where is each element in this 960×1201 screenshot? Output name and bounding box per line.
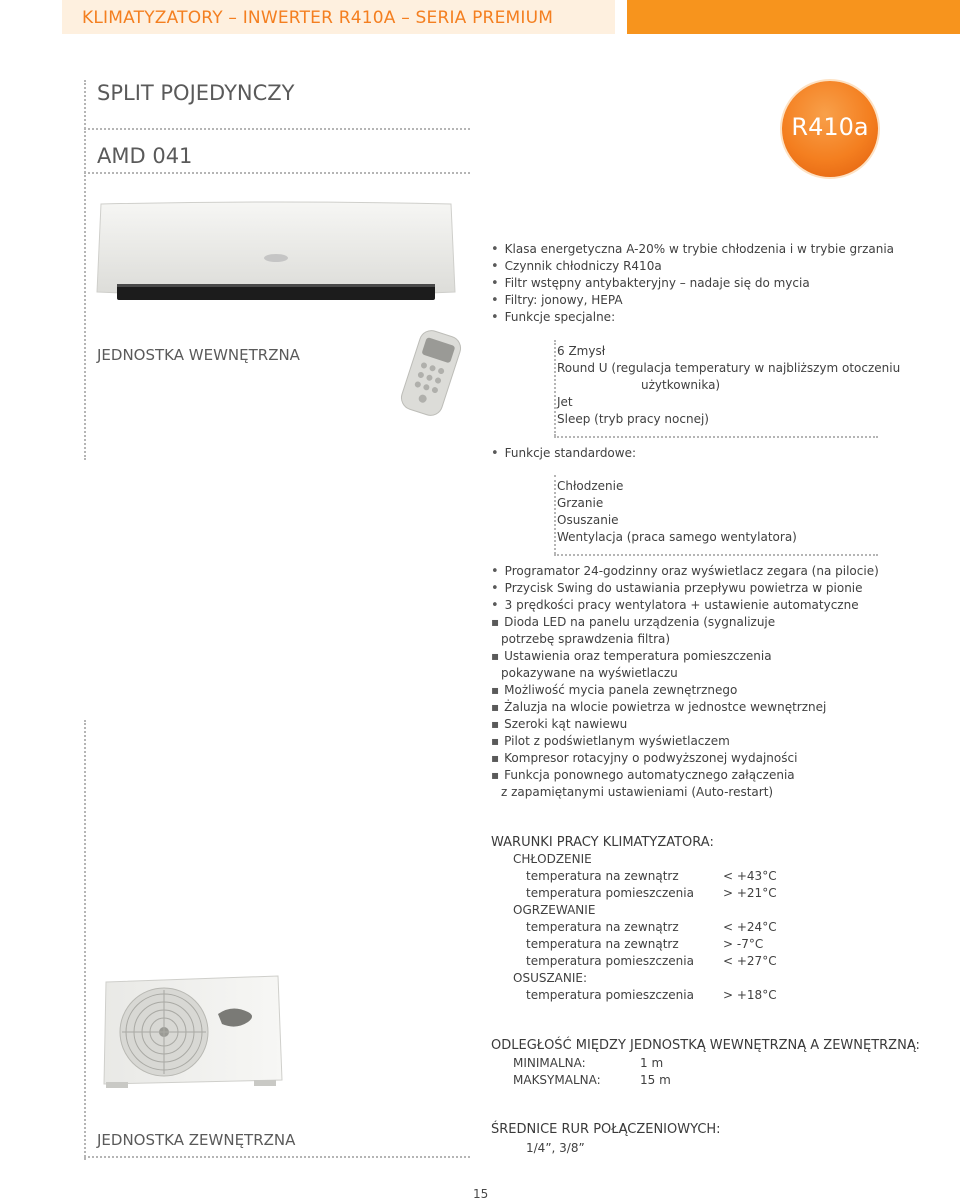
standard-item: Chłodzenie — [557, 479, 624, 493]
pipes-title: ŚREDNICE RUR POŁĄCZENIOWYCH: — [491, 1122, 721, 1137]
condition-label: temperatura pomieszczenia — [526, 886, 694, 900]
feature-item: ▪ Ustawienia oraz temperatura pomieszczenia — [491, 648, 879, 665]
condition-label: temperatura na zewnątrz — [526, 937, 679, 951]
feature-item: z zapamiętanymi ustawieniami (Auto-restart) — [501, 785, 774, 799]
condition-value: < +43°C — [723, 869, 777, 883]
condition-label: temperatura na zewnątrz — [526, 920, 679, 934]
special-item: 6 Zmysł — [557, 344, 606, 358]
standard-functions-label-row — [491, 445, 636, 462]
badge-text: R410a — [791, 113, 869, 141]
distance-max-value: 15 m — [640, 1073, 671, 1087]
special-item: Sleep (tryb pracy nocnej) — [557, 412, 709, 426]
feature-item: potrzebę sprawdzenia filtra) — [501, 632, 671, 646]
special-item: Jet — [557, 395, 573, 409]
special-box-border — [554, 340, 556, 436]
special-box-bottom — [554, 436, 878, 438]
feature-item: ▪ Szeroki kąt nawiewu — [491, 716, 879, 733]
header-title: KLIMATYZATORY – INWERTER R410A – SERIA PREMIUM — [82, 8, 554, 28]
features-top-list — [491, 241, 894, 326]
feature-item: • Funkcje specjalne: — [491, 309, 894, 326]
standard-functions-list — [557, 478, 797, 546]
feature-item: ▪ Kompresor rotacyjny o podwyższonej wydajności — [491, 750, 879, 767]
standard-functions-label: • Funkcje standardowe: — [491, 445, 636, 462]
feature-item: ▪ Dioda LED na panelu urządzenia (sygnalizuje — [491, 614, 879, 631]
condition-label: temperatura pomieszczenia — [526, 954, 694, 968]
heating-label: OGRZEWANIE — [513, 903, 596, 917]
feature-item: • Filtr wstępny antybakteryjny – nadaje się do mycia — [491, 275, 894, 292]
divider-left-bottom — [84, 720, 86, 1160]
standard-item: Osuszanie — [557, 513, 619, 527]
divider-title — [84, 128, 470, 130]
distance-title: ODLEGŁOŚĆ MIĘDZY JEDNOSTKĄ WEWNĘTRZNĄ A ZEWNĘTRZNĄ: — [491, 1038, 920, 1053]
feature-item: ▪ Możliwość mycia panela zewnętrznego — [491, 682, 879, 699]
refrigerant-badge — [782, 81, 878, 177]
conditions-title: WARUNKI PRACY KLIMATYZATORA: — [491, 835, 714, 850]
standard-box-border — [554, 475, 556, 554]
outdoor-unit-image — [98, 972, 286, 1090]
header-accent-bar — [627, 0, 960, 34]
remote-control-image — [396, 330, 466, 416]
indoor-unit-label: JEDNOSTKA WEWNĘTRZNA — [97, 346, 300, 364]
divider-model — [84, 172, 470, 174]
standard-item: Grzanie — [557, 496, 604, 510]
feature-item: ▪ Pilot z podświetlanym wyświetlaczem — [491, 733, 879, 750]
header-bar — [62, 0, 615, 34]
special-item: użytkownika) — [641, 378, 721, 392]
cooling-label: CHŁODZENIE — [513, 852, 592, 866]
outdoor-unit-label: JEDNOSTKA ZEWNĘTRZNA — [97, 1131, 296, 1149]
distance-min-label: MINIMALNA: — [513, 1056, 586, 1070]
condition-value: < +24°C — [723, 920, 777, 934]
distance-max-label: MAKSYMALNA: — [513, 1073, 601, 1087]
feature-item: ▪ Funkcja ponownego automatycznego załączenia — [491, 767, 879, 784]
features-bottom-list — [491, 563, 879, 801]
feature-item: pokazywane na wyświetlaczu — [501, 666, 678, 680]
feature-item: • 3 prędkości pracy wentylatora + ustawienie automatyczne — [491, 597, 879, 614]
special-item: Round U (regulacja temperatury w najbliższym otoczeniu — [557, 361, 901, 375]
model-title: AMD 041 — [97, 144, 193, 168]
feature-item: • Przycisk Swing do ustawiania przepływu powietrza w pionie — [491, 580, 879, 597]
condition-label: temperatura na zewnątrz — [526, 869, 679, 883]
feature-item: • Klasa energetyczna A-20% w trybie chłodzenia i w trybie grzania — [491, 241, 894, 258]
condition-value: > -7°C — [723, 937, 764, 951]
condition-value: > +18°C — [723, 988, 777, 1002]
feature-item: • Czynnik chłodniczy R410a — [491, 258, 894, 275]
distance-min-value: 1 m — [640, 1056, 664, 1070]
section-title: SPLIT POJEDYNCZY — [97, 81, 295, 105]
condition-value: < +27°C — [723, 954, 777, 968]
standard-item: Wentylacja (praca samego wentylatora) — [557, 530, 797, 544]
special-functions-list — [557, 343, 900, 428]
divider-bottom — [84, 1156, 470, 1158]
feature-item: • Programator 24-godzinny oraz wyświetlacz zegara (na pilocie) — [491, 563, 879, 580]
standard-box-bottom — [554, 554, 878, 556]
indoor-unit-image — [95, 200, 457, 312]
page-number: 15 — [473, 1187, 489, 1201]
condition-label: temperatura pomieszczenia — [526, 988, 694, 1002]
feature-item: ▪ Żaluzja na wlocie powietrza w jednostce wewnętrznej — [491, 699, 879, 716]
drying-label: OSUSZANIE: — [513, 971, 588, 985]
divider-left-top — [84, 80, 86, 460]
pipes-value: 1/4”, 3/8” — [526, 1141, 585, 1155]
feature-item: • Filtry: jonowy, HEPA — [491, 292, 894, 309]
condition-value: > +21°C — [723, 886, 777, 900]
